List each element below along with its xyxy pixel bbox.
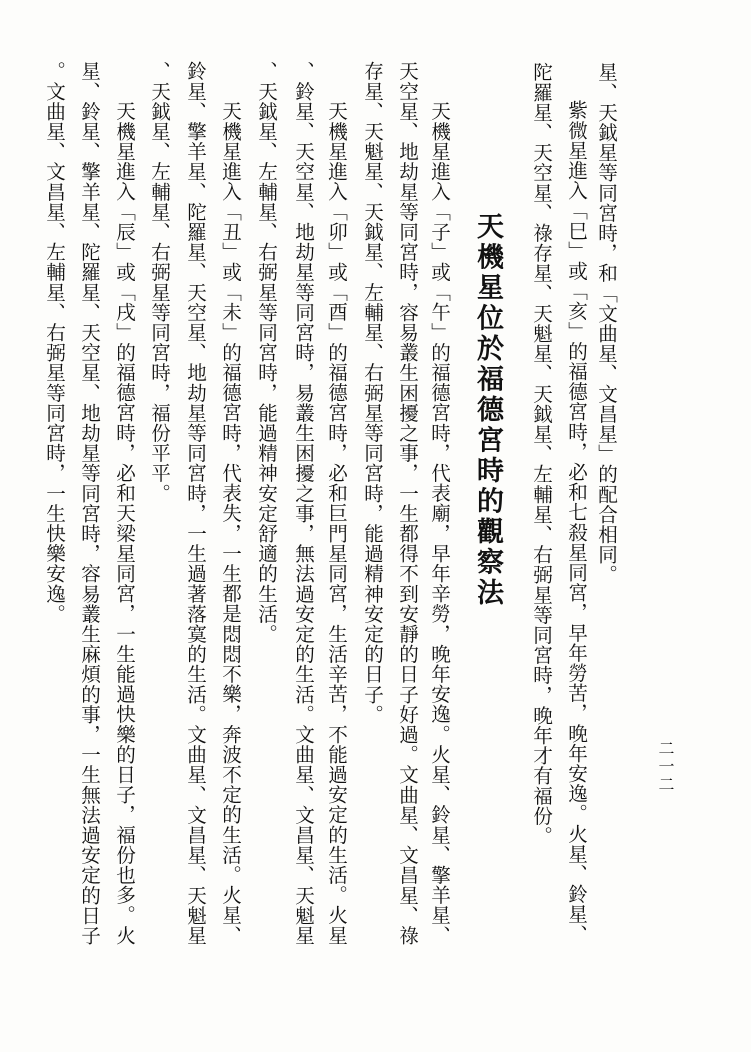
text-column-1: 星、天鉞星等同宮時，和「文曲星、文昌星」的配合相同。	[594, 62, 618, 585]
text-column-6: 存星、天魁星、天鉞星、左輔星、右弼星等同宮時，能過精神安定的日子。	[360, 61, 384, 725]
text-column-12: 、天鉞星、左輔星、右弼星等同宮時，福份平平。	[147, 61, 171, 504]
text-column-9: 、天鉞星、左輔星、右弼星等同宮時，能過精神安定舒適的生活。	[254, 61, 278, 644]
text-column-3: 陀羅星、天空星、祿存星、天魁星、天鉞星、左輔星、右弼星等同宮時，晚年才有福份。	[529, 62, 553, 846]
page-number: 二一二	[656, 740, 675, 794]
text-column-11: 鈴星、擎羊星、陀羅星、天空星、地劫星等同宮時，一生過著落寞的生活。文曲星、文昌星、天魁星	[183, 61, 207, 946]
section-title: 天機星位於福德宮時的觀察法	[472, 212, 503, 609]
text-column-8: 、鈴星、天空星、地劫星等同宮時，易叢生困擾之事，無法過安定的生活。文曲星、文昌星、天魁星	[291, 61, 315, 946]
text-column-7: 天機星進入「卯」或「酉」的福德宮時，必和巨門星同宮，生活辛苦，不能過安定的生活。火星	[324, 101, 348, 946]
text-column-2: 紫微星進入「巳」或「亥」的福德宮時，必和七殺星同宮，早年勞苦，晚年安逸。火星、鈴星、	[564, 100, 588, 945]
text-column-10: 天機星進入「丑」或「未」的福德宮時，代表失，一生都是悶悶不樂，奔波不定的生活。火星、	[218, 101, 242, 946]
text-column-4: 天機星進入「子」或「午」的福德宮時，代表廟，早年辛勞，晚年安逸。火星、鈴星、擎羊星、	[427, 101, 451, 946]
text-column-14: 星、鈴星、擎羊星、陀羅星、天空星、地劫星等同宮時，容易叢生麻煩的事，一生無法過安定的日子	[77, 61, 101, 946]
text-column-5: 天空星、地劫星等同宮時，容易叢生困擾之事，一生都得不到安靜的日子好過。文曲星、文昌星、祿	[395, 61, 419, 946]
text-column-13: 天機星進入「辰」或「戌」的福德宮時，必和天梁星同宮，一生能過快樂的日子，福份也多。火	[112, 101, 136, 946]
text-column-15: 。文曲星、文昌星、左輔星、右弼星等同宮時，一生快樂安逸。	[42, 61, 66, 624]
